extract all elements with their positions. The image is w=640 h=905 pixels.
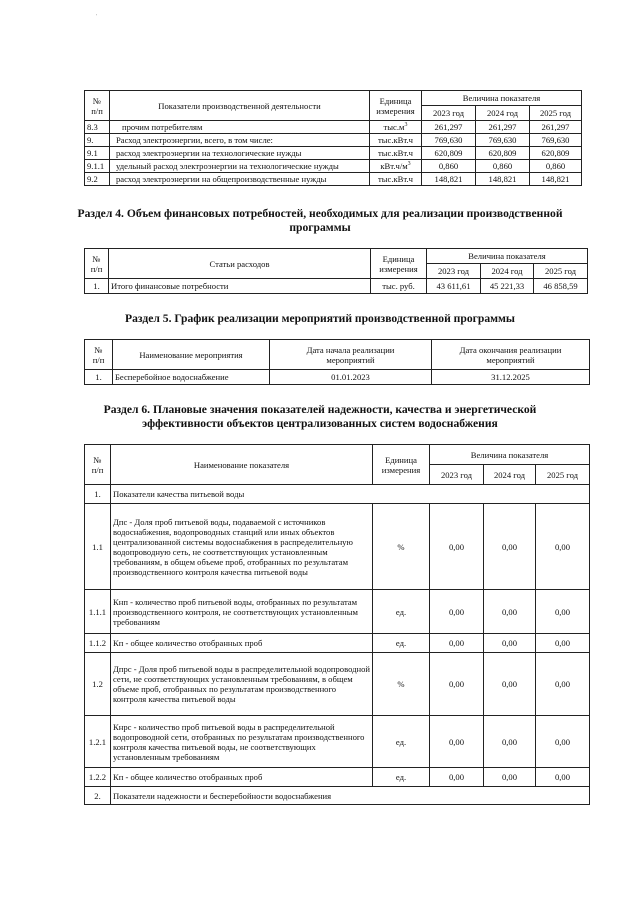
table-row	[85, 504, 590, 590]
table-row	[85, 768, 590, 787]
row-name: Расход электроэнергии, всего, в том числе:	[110, 134, 370, 147]
row-value: 0,00	[536, 504, 590, 590]
table-row	[85, 716, 590, 768]
row-value: 0,00	[536, 653, 590, 716]
row-name: удельный расход электроэнергии на технологические нужды	[110, 160, 370, 173]
year-header: 2025 год	[536, 465, 590, 485]
row-value: 0,00	[484, 716, 536, 768]
row-unit: тыс. руб.	[371, 279, 427, 294]
col-name-header: Статьи расходов	[109, 249, 371, 279]
reliability-quality-table	[84, 444, 590, 805]
table-row	[85, 634, 590, 653]
row-name: расход электроэнергии на технологические нужды	[110, 147, 370, 160]
table-row	[85, 370, 590, 385]
year-header: 2023 год	[427, 264, 481, 279]
row-value: 43 611,61	[427, 279, 481, 294]
corner-mark: '	[96, 14, 98, 20]
section-row	[85, 485, 590, 504]
row-num: 9.	[85, 134, 110, 147]
year-header: 2023 год	[422, 106, 476, 121]
row-num: 1.	[85, 485, 111, 504]
table-row	[85, 590, 590, 634]
row-num: 1.1.1	[85, 590, 111, 634]
financial-needs-table	[84, 248, 588, 294]
row-num: 9.1.1	[85, 160, 110, 173]
row-value: 0,860	[530, 160, 582, 173]
row-num: 1.1.2	[85, 634, 111, 653]
col-num-header: № п/п	[85, 249, 109, 279]
row-value: 620,809	[530, 147, 582, 160]
col-unit-header: Единица измерения	[371, 249, 427, 279]
row-value: 0,00	[430, 716, 484, 768]
row-value: 148,821	[530, 173, 582, 186]
row-value: 261,297	[422, 121, 476, 134]
row-num: 2.	[85, 787, 111, 805]
row-value: 45 221,33	[481, 279, 534, 294]
row-unit: тыс.кВт.ч	[370, 134, 422, 147]
row-value: 261,297	[530, 121, 582, 134]
row-unit: ед.	[373, 590, 430, 634]
row-name: Итого финансовые потребности	[109, 279, 371, 294]
row-name: Кп - общее количество отобранных проб	[111, 634, 373, 653]
row-value: 0,00	[536, 590, 590, 634]
row-value: 620,809	[422, 147, 476, 160]
section-5-title: Раздел 5. График реализации мероприятий производственной программы	[125, 312, 515, 325]
col-value-group-header: Величина показателя	[422, 91, 582, 106]
row-num: 1.	[85, 279, 109, 294]
row-value: 148,821	[422, 173, 476, 186]
section-6-title: Раздел 6. Плановые значения показателей надежности, качества и энергетической эффективности объектов централизованных систем водоснабжения	[103, 403, 537, 430]
col-value-group-header: Величина показателя	[430, 445, 590, 465]
production-indicators-table	[84, 90, 582, 186]
col-end-header: Дата окончания реализации мероприятий	[432, 340, 590, 370]
year-header: 2025 год	[534, 264, 588, 279]
section-row	[85, 787, 590, 805]
row-value: 769,630	[530, 134, 582, 147]
year-header: 2025 год	[530, 106, 582, 121]
row-unit: ед.	[373, 716, 430, 768]
row-name: Кнрс - количество проб питьевой воды в распределительной водопроводной сети, отобранных по результатам производственного контроля качества питьевой воды, не соответствующих установленным требованиям	[111, 716, 373, 768]
row-name: Дпрс - Доля проб питьевой воды в распределительной водопроводной сети, не соответствующих установленным требованиям, в общем объеме проб, отобранных по результатам производственного контроля качества питьевой воды	[111, 653, 373, 716]
row-unit: $тыс.м^3$	[370, 121, 422, 134]
row-value: 0,00	[536, 634, 590, 653]
col-name-header: Наименование показателя	[111, 445, 373, 485]
row-unit: тыс.кВт.ч	[370, 147, 422, 160]
row-value: 0,860	[422, 160, 476, 173]
row-end-date: 31.12.2025	[432, 370, 590, 385]
row-name: Кнп - количество проб питьевой воды, отобранных по результатам производственного контроля, не соответствующих установленным требованиям	[111, 590, 373, 634]
row-num: 1.	[85, 370, 113, 385]
col-num-header: № п/п	[85, 91, 110, 121]
col-unit-header: Единица измерения	[373, 445, 430, 485]
row-num: 9.1	[85, 147, 110, 160]
row-start-date: 01.01.2023	[270, 370, 432, 385]
row-name: Кп - общее количество отобранных проб	[111, 768, 373, 787]
row-value: 620,809	[476, 147, 530, 160]
table-row	[85, 147, 582, 160]
row-value: 0,00	[430, 768, 484, 787]
row-unit: $кВт.ч/м^3$	[370, 160, 422, 173]
row-value: 769,630	[476, 134, 530, 147]
row-name: расход электроэнергии на общепроизводственные нужды	[110, 173, 370, 186]
row-value: 0,00	[430, 504, 484, 590]
col-value-group-header: Величина показателя	[427, 249, 588, 264]
row-unit: %	[373, 653, 430, 716]
table-row	[85, 121, 582, 134]
row-num: 1.2	[85, 653, 111, 716]
row-num: 1.2.2	[85, 768, 111, 787]
row-value: 46 858,59	[534, 279, 588, 294]
row-num: 8.3	[85, 121, 110, 134]
table-row	[85, 134, 582, 147]
row-value: 0,00	[430, 634, 484, 653]
col-unit-header: Единица измерения	[370, 91, 422, 121]
table-row	[85, 173, 582, 186]
year-header: 2023 год	[430, 465, 484, 485]
row-name: прочим потребителям	[110, 121, 370, 134]
col-name-header: Показатели производственной деятельности	[110, 91, 370, 121]
row-num: 1.2.1	[85, 716, 111, 768]
year-header: 2024 год	[484, 465, 536, 485]
row-value: 0,00	[484, 768, 536, 787]
table-row	[85, 160, 582, 173]
row-num: 1.1	[85, 504, 111, 590]
col-start-header: Дата начала реализации мероприятий	[270, 340, 432, 370]
schedule-table	[84, 339, 590, 385]
row-value: 0,00	[484, 634, 536, 653]
row-value: 769,630	[422, 134, 476, 147]
row-unit: ед.	[373, 634, 430, 653]
row-value: 0,860	[476, 160, 530, 173]
table-row	[85, 653, 590, 716]
section-name: Показатели надежности и бесперебойности водоснабжения	[111, 787, 590, 805]
row-unit: ед.	[373, 768, 430, 787]
row-name: Бесперебойное водоснабжение	[113, 370, 270, 385]
section-4-title: Раздел 4. Объем финансовых потребностей, необходимых для реализации производственной программы	[77, 207, 563, 234]
col-num-header: № п/п	[85, 340, 113, 370]
table-row	[85, 279, 588, 294]
row-name: Дпс - Доля проб питьевой воды, подаваемой с источников водоснабжения, водопроводных станций или иных объектов централизованной системы водоснабжения в распределительную водопроводную сеть, не соответствующих установленным требованиям, в общем объеме проб, отобранных по результатам производственного контроля качества питьевой воды	[111, 504, 373, 590]
year-header: 2024 год	[481, 264, 534, 279]
row-value: 0,00	[484, 504, 536, 590]
row-value: 148,821	[476, 173, 530, 186]
section-name: Показатели качества питьевой воды	[111, 485, 590, 504]
row-value: 261,297	[476, 121, 530, 134]
year-header: 2024 год	[476, 106, 530, 121]
row-value: 0,00	[430, 653, 484, 716]
col-name-header: Наименование мероприятия	[113, 340, 270, 370]
col-num-header: № п/п	[85, 445, 111, 485]
row-value: 0,00	[484, 590, 536, 634]
row-value: 0,00	[484, 653, 536, 716]
row-value: 0,00	[536, 768, 590, 787]
row-value: 0,00	[536, 716, 590, 768]
row-unit: тыс.кВт.ч	[370, 173, 422, 186]
row-value: 0,00	[430, 590, 484, 634]
row-num: 9.2	[85, 173, 110, 186]
row-unit: %	[373, 504, 430, 590]
